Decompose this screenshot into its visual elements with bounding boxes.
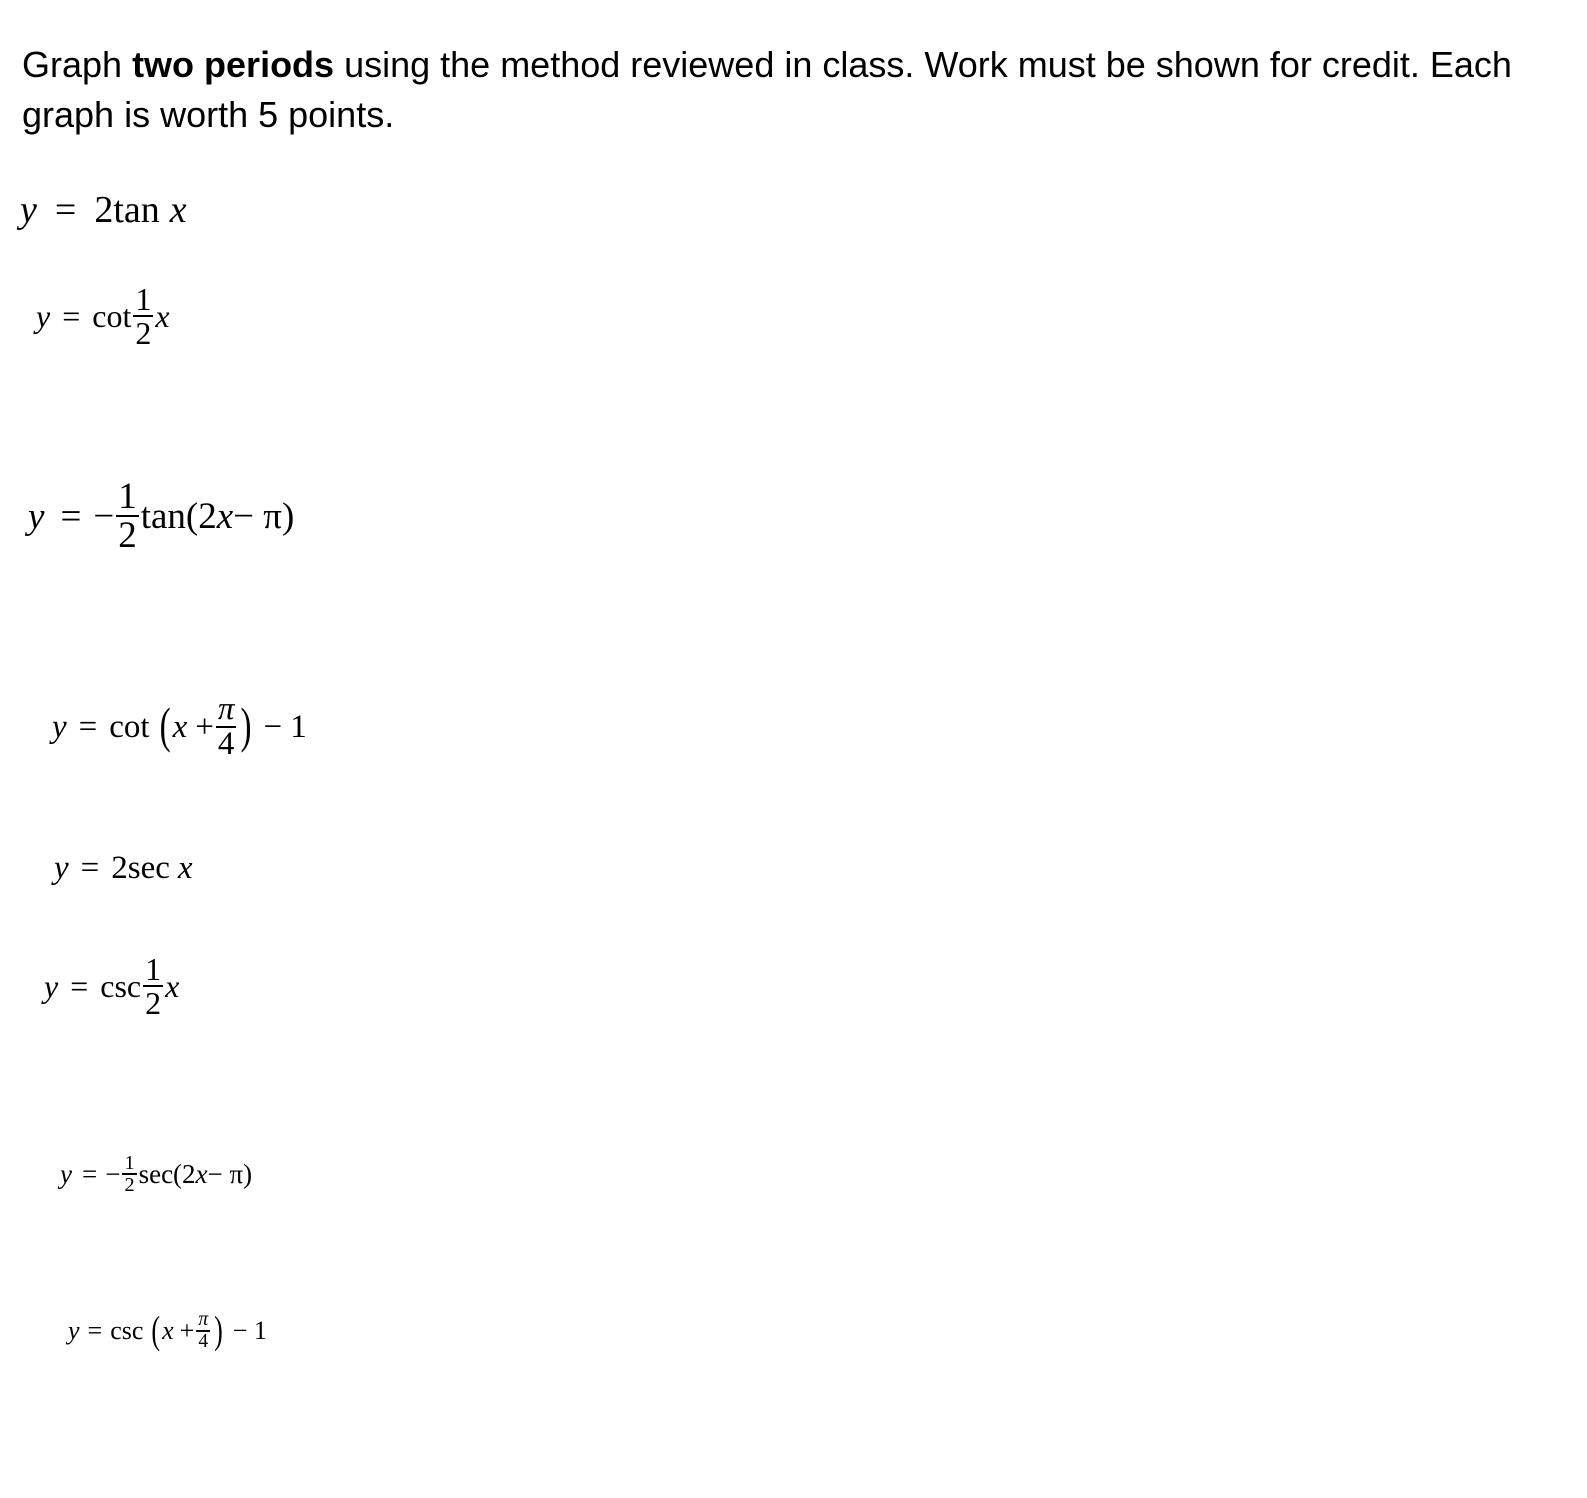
fraction-pi-over-four: $\frac{\pi}{4}$ [217,691,235,762]
instructions-text-start: Graph [22,44,133,85]
fraction-one-half: $\frac{1}{2}$ [118,476,137,556]
equation-cot-shift: y = cot ( x + $\frac{\pi}{4}$ ) − 1 [52,691,307,762]
fraction-pi-over-four: $\frac{\pi}{4}$ [198,1309,209,1352]
instructions-bold: two periods [132,44,335,85]
fraction-one-half: $\frac{1}{2}$ [135,281,152,351]
equation-2sec-x: y = 2sec x [54,850,193,886]
fraction-one-half: $\frac{1}{2}$ [124,1152,135,1197]
equation-neg-half-sec: y = − $\frac{1}{2}$ sec(2 x − π) [60,1152,253,1197]
equation-cot-half-x: y = cot $\frac{1}{2}$ x [36,281,170,351]
equation-2tan-x: y = 2tan x [20,189,187,231]
instructions [22,40,1552,140]
equation-neg-half-tan: y = − $\frac{1}{2}$ tan(2 x − π) [28,476,295,556]
fraction-one-half: $\frac{1}{2}$ [145,951,162,1021]
instructions-text-end: using the method reviewed in class. Work must be shown for credit. Each graph is worth 5 points. [22,44,1512,135]
equation-csc-half-x: y = csc $\frac{1}{2}$ x [44,951,180,1021]
equation-csc-shift: y = csc ( x + $\frac{\pi}{4}$ ) − 1 [68,1308,267,1352]
